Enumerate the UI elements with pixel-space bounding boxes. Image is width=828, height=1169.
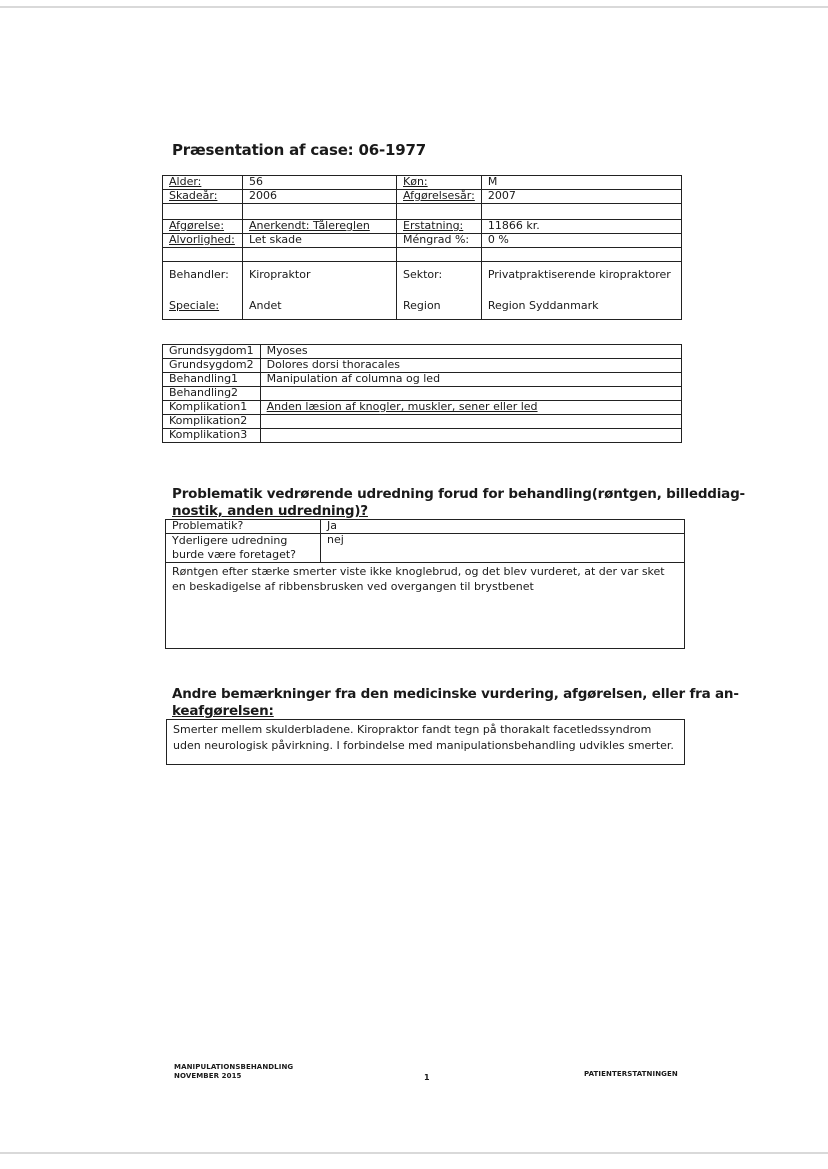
table-cell: Manipulation af columna og led — [260, 373, 681, 387]
table-row — [163, 234, 682, 248]
table-cell: Komplikation3 — [163, 429, 261, 443]
table-cell: Behandling1 — [163, 373, 261, 387]
table-cell — [243, 204, 397, 220]
table-cell — [163, 204, 243, 220]
remarks-heading-line2: keafgørelsen: — [172, 703, 274, 719]
problem-description: Røntgen efter stærke smerter viste ikke knoglebrud, og det blev vurderet, at der var sket en beskadigelse af ribbensbrusken ved overgangen til brystbenet — [166, 563, 685, 649]
table-row — [163, 220, 682, 234]
table-cell — [260, 415, 681, 429]
table-cell: Alvorlighed: — [163, 234, 243, 248]
table-cell — [163, 248, 243, 262]
remarks-box — [166, 719, 685, 765]
behandler-value: Kiropraktor — [249, 268, 311, 281]
footer-right: PATIENTERSTATNINGEN — [584, 1070, 678, 1078]
speciale-label: Speciale: — [169, 299, 220, 312]
table-row — [163, 429, 682, 443]
table-cell: 2007 — [481, 190, 681, 204]
behandler-label: Behandler: — [169, 268, 229, 281]
table-cell: Afgørelsesår: — [397, 190, 482, 204]
table-cell: Problematik? — [166, 520, 321, 534]
table-row — [166, 534, 685, 563]
table-row — [163, 262, 682, 320]
table-cell: Dolores dorsi thoracales — [260, 359, 681, 373]
table-row — [163, 345, 682, 359]
table-cell: nej — [321, 534, 685, 563]
scan-top-edge — [0, 6, 828, 8]
table-row — [163, 248, 682, 262]
sektor-label: Sektor: — [403, 268, 443, 281]
table-cell — [163, 262, 243, 320]
table-cell — [397, 204, 482, 220]
problem-heading — [172, 486, 745, 520]
page-title: Præsentation af case: 06-1977 — [172, 141, 426, 159]
table-cell — [397, 248, 482, 262]
table-cell: Anden læsion af knogler, muskler, sener eller led — [260, 401, 681, 415]
problem-table — [165, 519, 685, 649]
problem-heading-line2: nostik, anden udredning)? — [172, 503, 368, 519]
table-cell: Køn: — [397, 176, 482, 190]
table-cell: Grundsygdom1 — [163, 345, 261, 359]
table-cell: Skadeår: — [163, 190, 243, 204]
table-cell: Anerkendt: Tålereglen — [243, 220, 397, 234]
table-cell: 2006 — [243, 190, 397, 204]
table-cell: Alder: — [163, 176, 243, 190]
table-cell: Komplikation1 — [163, 401, 261, 415]
table-cell: Behandling2 — [163, 387, 261, 401]
scan-bottom-edge — [0, 1152, 828, 1154]
footer-date: NOVEMBER 2015 — [174, 1072, 242, 1080]
table-row — [163, 204, 682, 220]
table-row — [166, 520, 685, 534]
table-row — [163, 401, 682, 415]
region-value: Region Syddanmark — [487, 299, 599, 312]
remarks-heading — [172, 686, 739, 720]
table-cell: Yderligere udredning burde være foretaget? — [166, 534, 321, 563]
region-label: Region — [403, 299, 441, 312]
table-cell: Afgørelse: — [163, 220, 243, 234]
remarks-heading-line1: Andre bemærkninger fra den medicinske vurdering, afgørelsen, eller fra an- — [172, 686, 739, 702]
table-row — [163, 373, 682, 387]
table-cell — [481, 204, 681, 220]
table-cell: 11866 kr. — [481, 220, 681, 234]
table-cell: Komplikation2 — [163, 415, 261, 429]
diagnosis-table — [162, 344, 682, 443]
table-cell: Grundsygdom2 — [163, 359, 261, 373]
table-cell — [260, 387, 681, 401]
table-cell: 0 % — [481, 234, 681, 248]
table-row — [163, 415, 682, 429]
table-row — [163, 176, 682, 190]
table-cell: Erstatning: — [397, 220, 482, 234]
sektor-value: Privatpraktiserende kiropraktorer — [487, 268, 671, 281]
table-row — [163, 387, 682, 401]
table-cell: Myoses — [260, 345, 681, 359]
table-cell: Ja — [321, 520, 685, 534]
table-cell — [260, 429, 681, 443]
table-cell — [481, 248, 681, 262]
case-info-table — [162, 175, 682, 320]
problem-heading-line1: Problematik vedrørende udredning forud for behandling(røntgen, billeddiag- — [172, 486, 745, 502]
table-cell: Méngrad %: — [397, 234, 482, 248]
table-row — [163, 359, 682, 373]
table-cell — [397, 262, 482, 320]
table-cell: 56 — [243, 176, 397, 190]
table-cell — [243, 262, 397, 320]
footer-report-name: MANIPULATIONSBEHANDLING — [174, 1063, 294, 1071]
table-cell — [243, 248, 397, 262]
table-cell — [481, 262, 681, 320]
table-cell: Let skade — [243, 234, 397, 248]
table-cell: M — [481, 176, 681, 190]
table-row — [163, 190, 682, 204]
footer-left — [174, 1063, 293, 1081]
table-row — [166, 563, 685, 649]
remarks-text: Smerter mellem skulderbladene. Kiropraktor fandt tegn på thorakalt facetledssyndrom uden neurologisk påvirkning. I forbindelse med manipulationsbehandling udvikles smerter. — [173, 723, 674, 752]
speciale-value: Andet — [249, 299, 282, 312]
page-number: 1 — [424, 1073, 430, 1082]
